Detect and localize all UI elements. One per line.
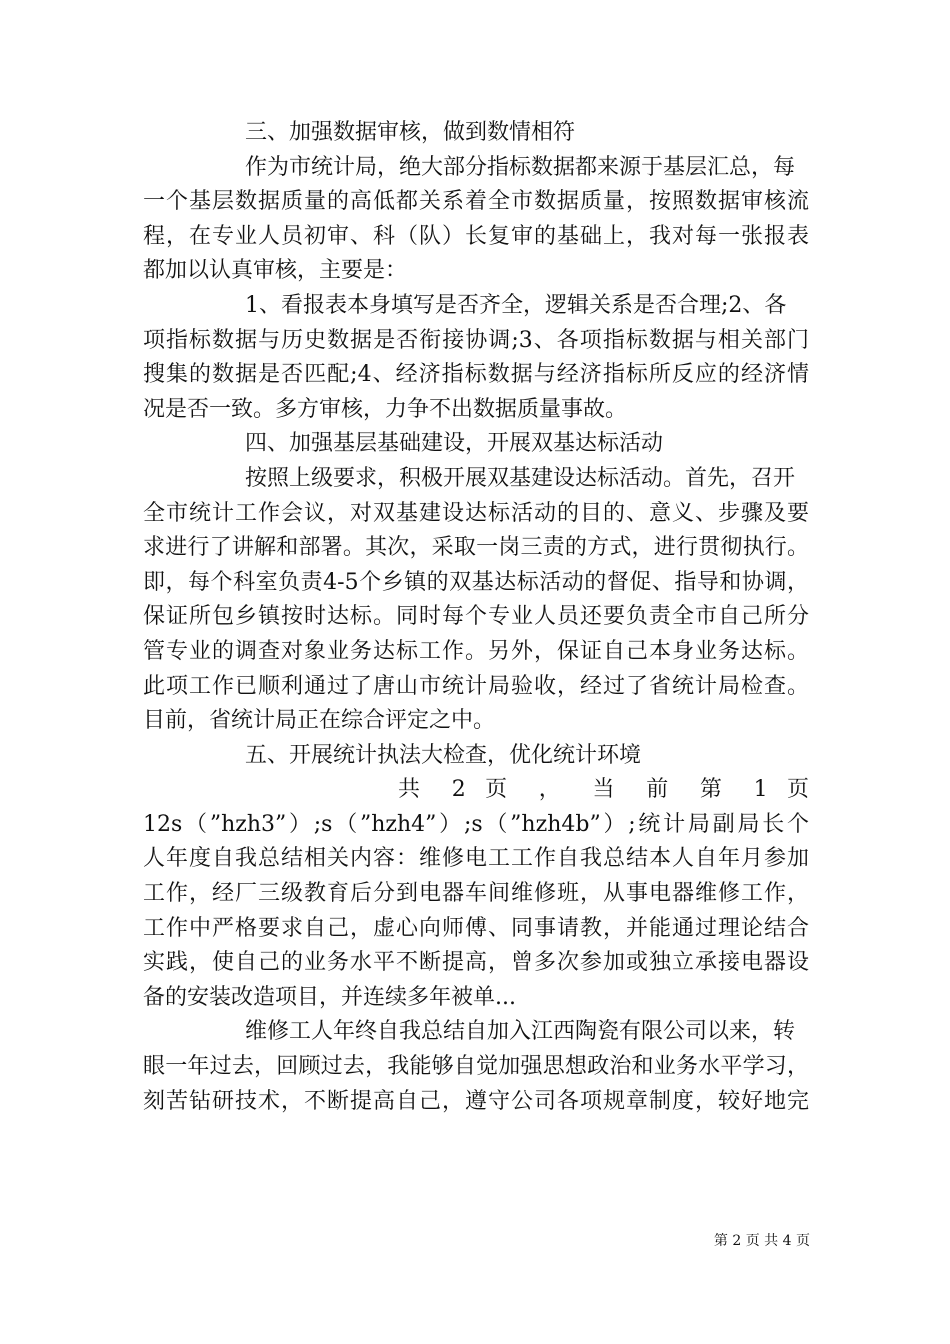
paragraph-line: 实践，使自己的业务水平不断提高，曾多次参加或独立承接电器设: [143, 950, 809, 976]
section-heading: 五、开展统计执法大检查，优化统计环境: [245, 742, 642, 768]
paragraph-line: 工作中严格要求自己，虚心向师傅、同事请教，并能通过理论结合: [143, 915, 809, 941]
paragraph-line: 搜集的数据是否匹配;4、经济指标数据与经济指标所反应的经济情: [143, 362, 809, 388]
paragraph-line: 一个基层数据质量的高低都关系着全市数据质量，按照数据审核流: [143, 189, 809, 215]
paragraph-line: 眼一年过去，回顾过去，我能够自觉加强思想政治和业务水平学习，: [143, 1054, 809, 1080]
paragraph-line: 即，每个科室负责4-5个乡镇的双基达标活动的督促、指导和协调，: [143, 569, 809, 595]
paragraph-line: 12s（”hzh3”）;s（”hzh4”）;s（”hzh4b”）;统计局副局长个: [143, 811, 809, 837]
paragraph-line: 维修工人年终自我总结自加入江西陶瓷有限公司以来，转: [245, 1019, 796, 1045]
paragraph-line: 作为市统计局，绝大部分指标数据都来源于基层汇总，每: [245, 154, 796, 180]
paragraph-line: 此项工作已顺利通过了唐山市统计局验收，经过了省统计局检查。: [143, 673, 809, 699]
document-page: [143, 116, 809, 1119]
paragraph-line: 保证所包乡镇按时达标。同时每个专业人员还要负责全市自己所分: [143, 604, 809, 630]
paragraph-line: 按照上级要求，积极开展双基建设达标活动。首先，召开: [245, 465, 796, 491]
paragraph-line: 刻苦钻研技术，不断提高自己，遵守公司各项规章制度，较好地完: [143, 1088, 809, 1114]
page-footer: 第 2 页 共 4 页: [713, 1233, 810, 1249]
paragraph-line: 目前，省统计局正在综合评定之中。: [143, 708, 496, 734]
paragraph-line: 备的安装改造项目，并连续多年被单...: [143, 984, 516, 1010]
section-heading: 四、加强基层基础建设，开展双基达标活动: [245, 431, 664, 457]
paragraph-line: 求进行了讲解和部署。其次，采取一岗三责的方式，进行贯彻执行。: [143, 535, 809, 561]
paragraph-line: 工作，经厂三级教育后分到电器车间维修班，从事电器维修工作，: [143, 881, 809, 907]
paragraph-line: 1、看报表本身填写是否齐全，逻辑关系是否合理;2、各: [245, 292, 787, 318]
paragraph-line: 全市统计工作会议，对双基建设达标活动的目的、意义、步骤及要: [143, 500, 809, 526]
paragraph-line: 况是否一致。多方审核，力争不出数据质量事故。: [143, 396, 628, 422]
paragraph-line: 程，在专业人员初审、科（队）长复审的基础上，我对每一张报表: [143, 223, 809, 249]
paragraph-line: 项指标数据与历史数据是否衔接协调;3、各项指标数据与相关部门: [143, 327, 809, 353]
inline-page-counter: 共 2 页 ， 当 前 第 1 页: [398, 777, 809, 803]
section-heading: 三、加强数据审核，做到数情相符: [245, 120, 576, 145]
paragraph-line: 人年度自我总结相关内容：维修电工工作自我总结本人自年月参加: [143, 846, 809, 872]
paragraph-line: 都加以认真审核，主要是：: [143, 258, 408, 284]
paragraph-line: 管专业的调查对象业务达标工作。另外，保证自己本身业务达标。: [143, 638, 809, 664]
